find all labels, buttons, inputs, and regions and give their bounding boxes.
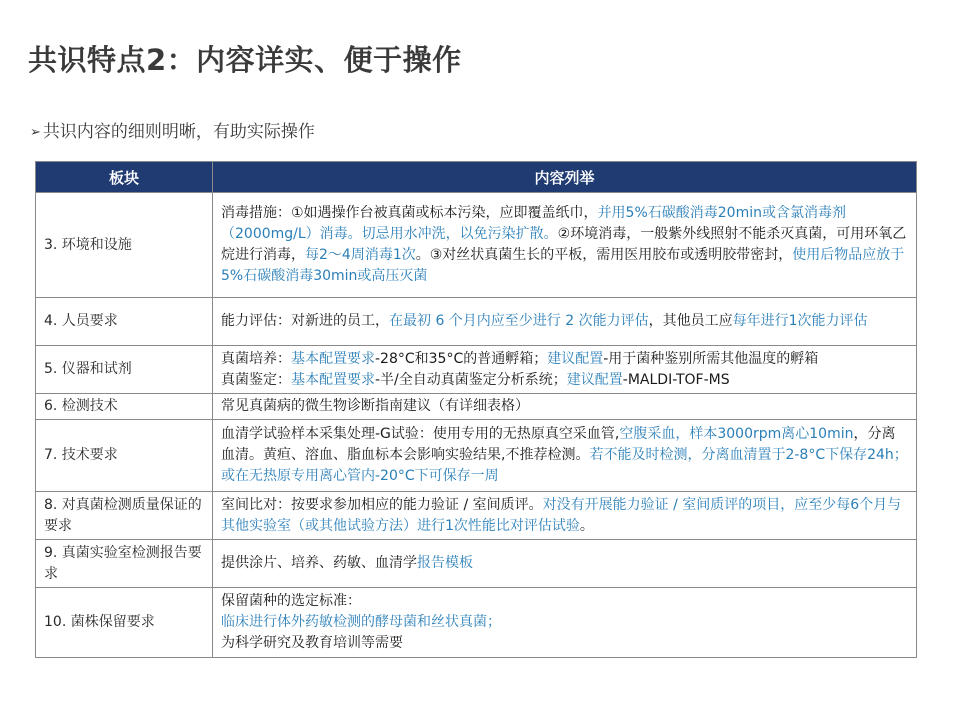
row-content: [213, 420, 917, 492]
row-section-label: 4. 人员要求: [36, 298, 213, 346]
content-text: -半/全自动真菌鉴定分析系统；: [375, 371, 567, 388]
row-section-label: 6. 检测技术: [36, 394, 213, 420]
highlighted-text: 基本配置要求: [291, 350, 375, 367]
page-subtitle: [30, 117, 315, 142]
highlighted-text: 若不能及时检测，分离血清置于2-8°C下保存24h；或在无热原专用离心管内-20°C下可保存一周: [221, 447, 908, 484]
row-content: [213, 193, 917, 298]
content-line: [221, 612, 908, 633]
highlighted-text: 基本配置要求: [291, 371, 375, 388]
row-section-label: 3. 环境和设施: [36, 193, 213, 298]
table-row: [36, 420, 917, 492]
content-line: [221, 349, 908, 370]
highlighted-text: 每年进行1次能力评估: [732, 313, 868, 329]
table-row: [36, 394, 917, 420]
content-text: 为科学研究及教育培训等需要: [221, 635, 403, 651]
content-text: -用于菌种鉴别所需其他温度的孵箱: [603, 350, 819, 367]
content-text: 血清学试验样本采集处理-G试验：使用专用的无热原真空采血管,: [221, 426, 620, 442]
subtitle-text: 共识内容的细则明晰，有助实际操作: [42, 122, 315, 142]
highlighted-text: 建议配置: [547, 350, 604, 367]
row-content: [213, 540, 917, 588]
content-line: [221, 591, 908, 612]
content-text: ，分离血清。黄疸、溶血、脂血标本会影响实验结果,不推荐检测。: [221, 426, 896, 463]
table-header-row: [36, 162, 917, 193]
row-content: [213, 298, 917, 346]
content-text: 常见真菌病的微生物诊断指南建议（有详细表格）: [221, 398, 529, 414]
row-section-label: 8. 对真菌检测质量保证的要求: [36, 492, 213, 540]
highlighted-text: 每2～4周消毒1次: [305, 247, 416, 263]
header-content: 内容列举: [213, 162, 917, 193]
highlighted-text: 报告模板: [417, 555, 473, 571]
table-row: [36, 193, 917, 298]
content-text: 能力评估：对新进的员工，: [221, 313, 389, 329]
content-text: 。: [579, 517, 594, 534]
row-content: [213, 588, 917, 658]
header-section: 板块: [36, 162, 213, 193]
page-title: 共识特点2：内容详实、便于操作: [28, 43, 462, 77]
highlighted-text: 在最初 6 个月内应至少进行 2 次能力评估: [389, 313, 649, 329]
content-text: 室间比对：按要求参加相应的能力验证 / 室间质评。: [221, 496, 543, 513]
content-text: 提供涂片、培养、药敏、血清学: [221, 555, 417, 571]
content-text: 。③对丝状真菌生长的平板，需用医用胶布或透明胶带密封，: [415, 247, 793, 263]
content-text: 真菌培养：: [221, 350, 291, 367]
highlighted-text: 临床进行体外药敏检测的酵母菌和丝状真菌；: [221, 614, 501, 630]
row-section-label: 7. 技术要求: [36, 420, 213, 492]
row-section-label: 10. 菌株保留要求: [36, 588, 213, 658]
table-row: [36, 588, 917, 658]
bullet-arrow-icon: ➢: [30, 125, 41, 140]
table-row: [36, 346, 917, 394]
highlighted-text: 空腹采血，样本3000rpm离心10min: [619, 426, 854, 442]
table-row: [36, 298, 917, 346]
content-text: -28°C和35°C的普通孵箱；: [375, 350, 548, 367]
content-text: ，其他员工应: [648, 313, 733, 329]
row-section-label: 5. 仪器和试剂: [36, 346, 213, 394]
content-line: [221, 633, 908, 654]
highlighted-text: 并用5%石碳酸消毒20min或含氯消毒剂（2000mg/L）消毒。切忌用水冲洗，以免污染扩散。: [221, 205, 846, 242]
content-line: [221, 370, 908, 391]
content-text: ②环境消毒，一般紫外线照射不能杀灭真菌，可用环氧乙烷进行消毒，: [221, 226, 907, 263]
highlighted-text: 使用后物品应放于5%石碳酸消毒30min或高压灭菌: [221, 247, 905, 284]
consensus-table: [35, 161, 917, 658]
table-row: [36, 540, 917, 588]
content-text: 保留菌种的选定标准：: [221, 593, 361, 609]
row-section-label: 9. 真菌实验室检测报告要求: [36, 540, 213, 588]
content-text: 真菌鉴定：: [221, 371, 291, 388]
table-row: [36, 492, 917, 540]
row-content: [213, 492, 917, 540]
content-text: -MALDI-TOF-MS: [622, 371, 730, 388]
row-content: [213, 346, 917, 394]
content-text: 消毒措施：①如遇操作台被真菌或标本污染，应即覆盖纸巾，: [221, 205, 598, 221]
row-content: [213, 394, 917, 420]
highlighted-text: 建议配置: [566, 371, 623, 388]
highlighted-text: 对没有开展能力验证 / 室间质评的项目，应至少每6个月与其他实验室（或其他试验方法）进行1次性能比对评估试验: [221, 496, 902, 534]
